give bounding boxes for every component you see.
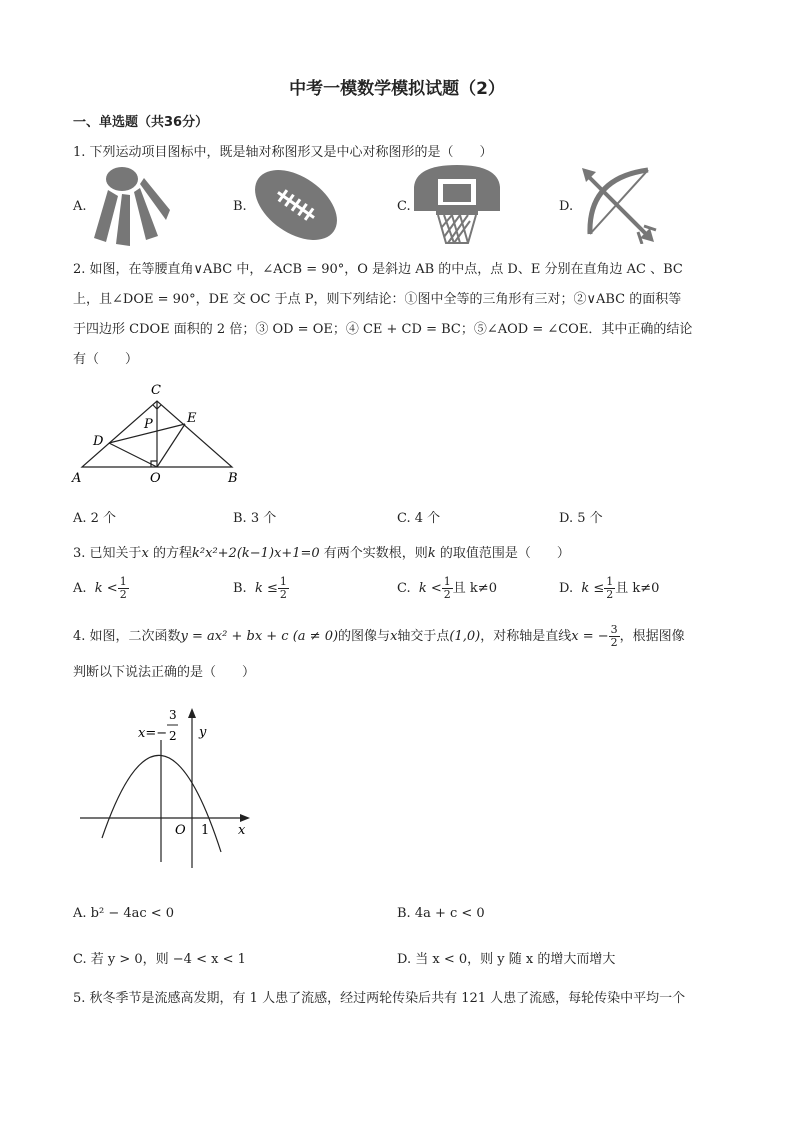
q2-option-c: C. 4 个: [397, 511, 441, 526]
q2-line-4: 有（ ）: [73, 352, 139, 367]
rugby-ball-icon: [250, 164, 342, 246]
q3-var-k: k: [427, 546, 436, 561]
q4-option-d: D. 当 x < 0，则 y 随 x 的增大而增大: [397, 952, 616, 967]
symmetry-axis-label: x=−: [138, 726, 168, 741]
q1-option-a-label: A.: [73, 199, 87, 214]
label-e: E: [187, 411, 197, 426]
q4-option-b: B. 4a + c < 0: [397, 906, 485, 921]
x-axis-arrow: [240, 814, 250, 822]
origin-label: O: [175, 823, 186, 838]
q4-parabola-graph: [80, 700, 255, 872]
q1-stem: 1. 下列运动项目图标中，既是轴对称图形又是中心对称图形的是（ ）: [73, 145, 493, 160]
label-o: O: [150, 471, 161, 486]
q3-stem-a: 3. 已知关于: [73, 546, 142, 561]
q3-option-d: D. k ≤ $\frac{1}{2}$ 且 k≠0: [559, 575, 660, 601]
symmetry-axis-num: 3: [169, 708, 177, 722]
label-d: D: [93, 434, 104, 449]
badminton-shuttlecock-icon: [88, 162, 170, 248]
one-label: 1: [201, 823, 210, 838]
page-title: 中考一模数学模拟试题（2）: [289, 79, 505, 99]
q1-option-b-label: B.: [233, 199, 247, 214]
q3-option-b: B. k ≤ $\frac{1}{2}$: [233, 575, 287, 601]
label-p: P: [144, 417, 153, 432]
q2-line-1: 2. 如图，在等腰直角∨ABC 中，∠ACB = 90°，O 是斜边 AB 的中点，点 D、E 分别在直角边 AC 、BC: [73, 262, 683, 277]
x-axis-label: x: [238, 823, 246, 838]
q3-stem: [73, 542, 570, 561]
label-b: B: [228, 471, 238, 486]
basketball-hoop-icon: [414, 165, 500, 245]
q3-stem-c: 有两个实数根，则: [319, 546, 428, 561]
q5-line-1: 5. 秋冬季节是流感高发期，有 1 人患了流感，经过两轮传染后共有 121 人患了流感，每轮传染中平均一个: [73, 991, 686, 1006]
q1-option-d-label: D.: [559, 199, 574, 214]
q2-option-b: B. 3 个: [233, 511, 277, 526]
q4-option-c: C. 若 y > 0，则 −4 < x < 1: [73, 952, 246, 967]
archery-bow-arrow-icon: [578, 166, 658, 244]
symmetry-axis-den: 2: [169, 729, 177, 743]
q1-option-c-label: C.: [397, 199, 411, 214]
section-heading: 一、单选题（共36分）: [73, 115, 209, 130]
q4-line-1: 4. 如图，二次函数y = ax² + bx + c (a ≠ 0)的图像与x轴交于点(1,0)，对称轴是直线x = − $\frac{3}{2}$ ，根据图像: [73, 623, 685, 649]
q2-option-d: D. 5 个: [559, 511, 603, 526]
q2-option-a: A. 2 个: [73, 511, 117, 526]
q3-var-x: x: [141, 546, 149, 561]
q3-equation: k²x²+2(k−1)x+1=0: [192, 546, 320, 561]
label-a: A: [72, 471, 82, 486]
q2-triangle-figure: [66, 380, 246, 488]
q3-option-a: A. k < $\frac{1}{2}$: [73, 575, 127, 601]
q2-line-3: 于四边形 CDOE 面积的 2 倍；③ OD = OE；④ CE + CD = BC；⑤∠AOD = ∠COE．其中正确的结论: [73, 322, 693, 337]
q3-stem-d: 的取值范围是（ ）: [435, 546, 570, 561]
q4-option-a: A. b² − 4ac < 0: [73, 906, 175, 921]
y-axis-arrow: [188, 708, 196, 718]
label-c: C: [151, 383, 161, 398]
q4-line-2: 判断以下说法正确的是（ ）: [73, 665, 256, 680]
q2-line-2: 上，且∠DOE = 90°，DE 交 OC 于点 P，则下列结论：①图中全等的三角形有三对；②∨ABC 的面积等: [73, 292, 682, 307]
q3-option-c: C. k < $\frac{1}{2}$ 且 k≠0: [397, 575, 497, 601]
y-axis-label: y: [199, 725, 207, 740]
q3-stem-b: 的方程: [148, 546, 193, 561]
